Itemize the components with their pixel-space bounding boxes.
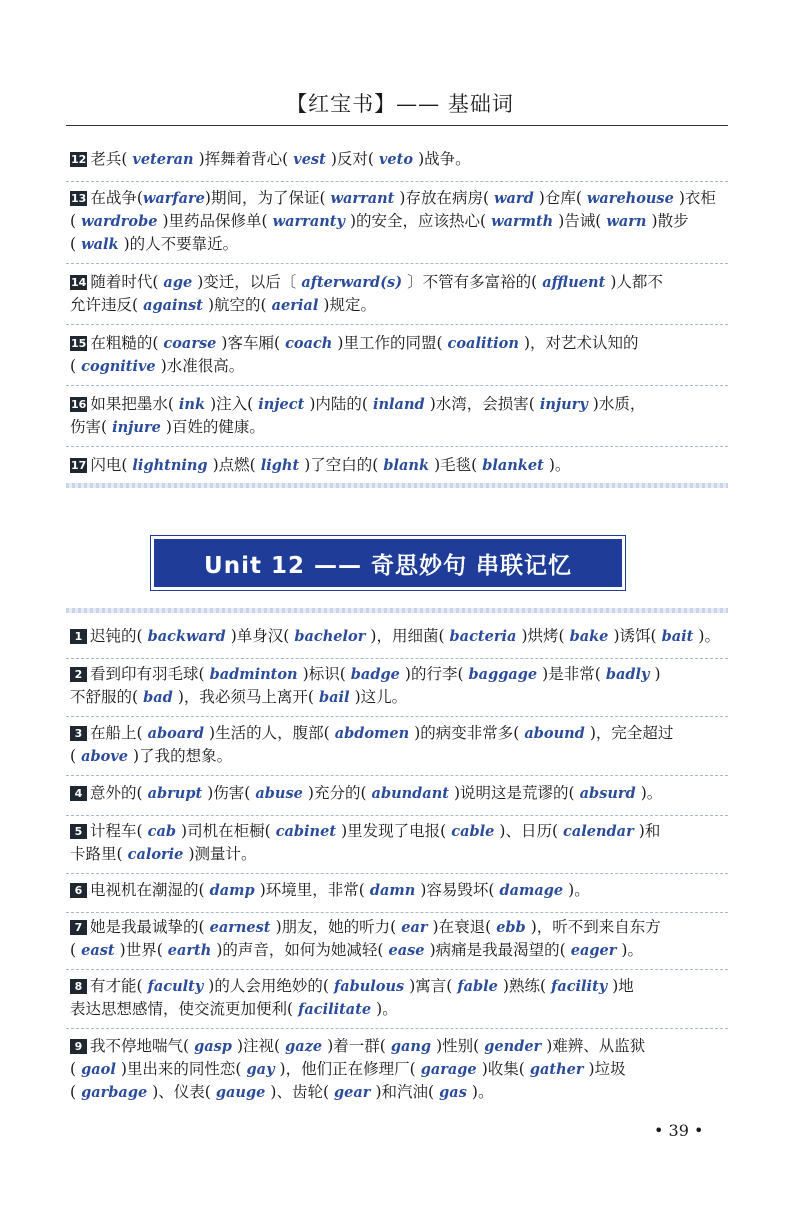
english-word: cabinet xyxy=(270,823,342,840)
chinese-text: 伤害( xyxy=(70,418,108,436)
item-separator xyxy=(66,385,728,386)
sentence-line xyxy=(70,148,730,171)
chinese-text: 在粗糙的( xyxy=(90,334,159,352)
chinese-text: )垃圾 xyxy=(588,1060,626,1078)
english-word: abrupt xyxy=(142,785,208,802)
english-word: bake xyxy=(564,628,614,645)
item-number-badge: 15 xyxy=(71,337,87,350)
english-word: gauge xyxy=(210,1084,271,1101)
chinese-text: )环境里，非常( xyxy=(259,881,365,899)
chinese-text: )的声音，如何为她减轻( xyxy=(216,941,384,959)
chinese-text: )了我的想象。 xyxy=(133,747,233,765)
item-number-badge: 13 xyxy=(71,192,87,205)
sentence-line xyxy=(70,879,730,902)
chinese-text: ) xyxy=(654,665,661,683)
english-word: garage xyxy=(415,1061,482,1078)
english-word: bachelor xyxy=(289,628,371,645)
chinese-text: )，完全超过 xyxy=(589,724,674,742)
english-word: warn xyxy=(601,213,652,230)
sentence-item xyxy=(70,663,730,709)
english-word: inject xyxy=(253,396,310,413)
chinese-text: )百姓的健康。 xyxy=(165,418,265,436)
sentence-item xyxy=(70,916,730,962)
chinese-text: 表达思想感情，使交流更加便利( xyxy=(70,1000,294,1018)
chinese-text: 卡路里( xyxy=(70,845,123,863)
sentence-line xyxy=(70,782,730,805)
chinese-text: )寓言( xyxy=(409,977,453,995)
chinese-text: )这儿。 xyxy=(354,688,408,706)
english-word: damage xyxy=(494,882,569,899)
chinese-text: 允许违反( xyxy=(70,296,139,314)
chinese-text: )内陆的( xyxy=(309,395,368,413)
sentence-line xyxy=(70,454,730,477)
english-word: abound xyxy=(519,725,590,742)
english-word: affluent xyxy=(537,274,611,291)
english-word: inland xyxy=(367,396,430,413)
chinese-text: )点燃( xyxy=(212,456,256,474)
chinese-text: )水准很高。 xyxy=(160,357,245,375)
chinese-text: )里出来的同性恋( xyxy=(120,1060,242,1078)
section-band-unit xyxy=(66,608,728,613)
sentence-line xyxy=(70,1058,730,1081)
sentence-item xyxy=(70,1035,730,1104)
chinese-text: )客车厢( xyxy=(221,334,281,352)
sentence-line xyxy=(70,271,730,294)
unit-title-banner xyxy=(154,539,622,587)
chinese-text: )，用细菌( xyxy=(370,627,445,645)
item-number-badge: 14 xyxy=(71,276,87,289)
item-separator xyxy=(66,263,728,264)
english-word: afterward(s) xyxy=(296,274,408,291)
chinese-text: )。 xyxy=(568,881,590,899)
sentence-line xyxy=(70,332,730,355)
english-word: wardrobe xyxy=(76,213,163,230)
english-word: facilitate xyxy=(293,1001,377,1018)
sentence-line xyxy=(70,745,730,768)
english-word: eager xyxy=(565,942,622,959)
english-word: coarse xyxy=(158,335,222,352)
chinese-text: 看到印有羽毛球( xyxy=(90,665,205,683)
sentence-item xyxy=(70,332,730,378)
sentence-line xyxy=(70,210,730,233)
item-separator xyxy=(66,1028,728,1029)
chinese-text: 电视机在潮湿的( xyxy=(90,881,205,899)
chinese-text: )、日历( xyxy=(499,822,558,840)
chinese-text: 在船上( xyxy=(90,724,143,742)
chinese-text: )，听不到来自东方 xyxy=(530,918,661,936)
chinese-text: 在战争( xyxy=(90,189,143,207)
chinese-text: )期间，为了保证( xyxy=(204,189,326,207)
sentence-line xyxy=(70,916,730,939)
sentence-item xyxy=(70,393,730,439)
english-word: faculty xyxy=(142,978,209,995)
section-band-top xyxy=(66,483,728,488)
english-word: fabulous xyxy=(328,978,410,995)
english-word: warranty xyxy=(267,213,350,230)
sentence-line xyxy=(70,625,730,648)
english-word: earnest xyxy=(204,919,276,936)
sentence-line xyxy=(70,939,730,962)
chinese-text: )人都不 xyxy=(610,273,663,291)
english-word: calorie xyxy=(122,846,189,863)
item-separator xyxy=(66,969,728,970)
chinese-text: )的安全，应该热心( xyxy=(349,212,487,230)
english-word: vest xyxy=(288,151,331,168)
chinese-text: )反对( xyxy=(330,150,374,168)
sentence-line xyxy=(70,416,730,439)
chinese-text: 意外的( xyxy=(90,784,143,802)
sentence-line xyxy=(70,975,730,998)
chinese-text: )。 xyxy=(698,627,720,645)
chinese-text: )里工作的同盟( xyxy=(337,334,443,352)
english-word: badly xyxy=(600,666,655,683)
unit-title-box xyxy=(150,535,626,591)
english-word: gather xyxy=(524,1061,589,1078)
sentence-line xyxy=(70,998,730,1021)
item-number-badge: 5 xyxy=(70,824,87,839)
chinese-text: )伤害( xyxy=(207,784,251,802)
english-word: ease xyxy=(383,942,430,959)
chinese-text: 计程车( xyxy=(90,822,143,840)
chinese-text: )，我必须马上离开( xyxy=(177,688,314,706)
english-word: gear xyxy=(329,1084,376,1101)
item-number-badge: 6 xyxy=(70,883,87,898)
chinese-text: 她是我最诚挚的( xyxy=(90,918,205,936)
chinese-text: )存放在病房( xyxy=(399,189,489,207)
item-separator xyxy=(66,181,728,182)
chinese-text: ( xyxy=(70,212,77,230)
chinese-text: )仓库( xyxy=(538,189,582,207)
english-word: warfare xyxy=(142,190,205,207)
english-word: veteran xyxy=(127,151,199,168)
sentence-line xyxy=(70,187,730,210)
sentence-line xyxy=(70,233,730,256)
chinese-text: )。 xyxy=(376,1000,398,1018)
english-word: against xyxy=(138,297,208,314)
chinese-text: )标识( xyxy=(302,665,346,683)
item-separator xyxy=(66,324,728,325)
english-word: gaol xyxy=(76,1061,121,1078)
chinese-text: )充分的( xyxy=(307,784,367,802)
chinese-text: )病痛是我最渴望的( xyxy=(429,941,566,959)
chinese-text: ( xyxy=(70,941,77,959)
english-word: abdomen xyxy=(329,725,415,742)
sentence-line xyxy=(70,1081,730,1104)
chinese-text: )。 xyxy=(471,1083,494,1101)
english-word: ward xyxy=(489,190,539,207)
chinese-text: )的人不要靠近。 xyxy=(123,235,239,253)
chinese-text: )毛毯( xyxy=(434,456,478,474)
sentence-item xyxy=(70,187,730,256)
english-word: lightning xyxy=(127,457,213,474)
english-word: warmth xyxy=(486,213,559,230)
chinese-text: )。 xyxy=(640,784,663,802)
chinese-text: 迟钝的( xyxy=(90,627,143,645)
english-word: damn xyxy=(364,882,421,899)
chinese-text: )注视( xyxy=(237,1037,281,1055)
chinese-text: )说明这是荒谬的( xyxy=(454,784,575,802)
chinese-text: )和汽油( xyxy=(375,1083,435,1101)
english-word: ebb xyxy=(491,919,531,936)
english-word: ear xyxy=(396,919,433,936)
item-number-badge: 4 xyxy=(70,786,87,801)
chinese-text: )着一群( xyxy=(327,1037,386,1055)
chinese-text: )测量计。 xyxy=(188,845,257,863)
chinese-text: )，对艺术认知的 xyxy=(523,334,639,352)
english-word: gay xyxy=(241,1061,280,1078)
english-word: damp xyxy=(204,882,260,899)
chinese-text: )收集( xyxy=(481,1060,525,1078)
chinese-text: )散步 xyxy=(651,212,689,230)
english-word: aboard xyxy=(142,725,210,742)
english-word: bad xyxy=(138,689,178,706)
chinese-text: )。 xyxy=(548,456,571,474)
english-word: cab xyxy=(142,823,182,840)
item-separator xyxy=(66,775,728,776)
english-word: blank xyxy=(378,457,435,474)
page-header-title: 【红宝书】—— 基础词 xyxy=(286,92,514,116)
chinese-text: )的人会用绝妙的( xyxy=(208,977,329,995)
sentence-line xyxy=(70,1035,730,1058)
chinese-text: 闪电( xyxy=(90,456,128,474)
chinese-text: )是非常( xyxy=(542,665,601,683)
sentence-item xyxy=(70,271,730,317)
english-word: baggage xyxy=(463,666,543,683)
chinese-text: )挥舞着背心( xyxy=(198,150,289,168)
english-word: fable xyxy=(452,978,503,995)
chinese-text: )水质， xyxy=(592,395,646,413)
sentence-line xyxy=(70,355,730,378)
english-word: above xyxy=(76,748,134,765)
chinese-text: )司机在柜橱( xyxy=(181,822,271,840)
english-word: abuse xyxy=(250,785,308,802)
chinese-text: )衣柜 xyxy=(678,189,716,207)
chinese-text: )里药品保修单( xyxy=(162,212,268,230)
item-separator xyxy=(66,873,728,874)
chinese-text: )难辨、从监狱 xyxy=(546,1037,646,1055)
chinese-text: )告诫( xyxy=(558,212,602,230)
english-word: backward xyxy=(142,628,231,645)
chinese-text: )烘烤( xyxy=(521,627,565,645)
english-word: bait xyxy=(656,628,699,645)
chinese-text: ( xyxy=(70,1083,77,1101)
sentence-item xyxy=(70,782,730,805)
chinese-text: )的病变非常多( xyxy=(414,724,520,742)
sentence-line xyxy=(70,294,730,317)
sentence-item xyxy=(70,148,730,171)
english-word: walk xyxy=(76,236,124,253)
chinese-text: 我不停地喘气( xyxy=(90,1037,190,1055)
sentence-item xyxy=(70,820,730,866)
sentence-item xyxy=(70,975,730,1021)
english-word: gender xyxy=(479,1038,547,1055)
chinese-text: )诱饵( xyxy=(613,627,657,645)
english-word: abundant xyxy=(366,785,454,802)
item-separator xyxy=(66,658,728,659)
english-word: coalition xyxy=(442,335,524,352)
english-word: bail xyxy=(313,689,355,706)
chinese-text: 如果把墨水( xyxy=(90,395,174,413)
chinese-text: )航空的( xyxy=(208,296,267,314)
item-separator xyxy=(66,912,728,913)
chinese-text: ( xyxy=(70,747,77,765)
chinese-text: 老兵( xyxy=(90,150,128,168)
english-word: gang xyxy=(385,1038,437,1055)
chinese-text: ( xyxy=(70,1060,77,1078)
chinese-text: )了空白的( xyxy=(304,456,379,474)
english-word: age xyxy=(158,274,198,291)
english-word: injure xyxy=(107,419,166,436)
sentence-line xyxy=(70,393,730,416)
item-number-badge: 2 xyxy=(70,667,87,682)
english-word: coach xyxy=(280,335,338,352)
chinese-text: )的行李( xyxy=(404,665,464,683)
english-word: calendar xyxy=(558,823,639,840)
header-rule xyxy=(66,125,728,126)
chinese-text: )、仪表( xyxy=(152,1083,211,1101)
english-word: gasp xyxy=(189,1038,237,1055)
chinese-text: )。 xyxy=(621,941,643,959)
chinese-text: )朋友，她的听力( xyxy=(275,918,397,936)
chinese-text: )水湾，会损害( xyxy=(429,395,535,413)
english-word: veto xyxy=(373,151,419,168)
sentence-line xyxy=(70,843,730,866)
sentence-item xyxy=(70,722,730,768)
chinese-text: )规定。 xyxy=(323,296,376,314)
item-separator xyxy=(66,446,728,447)
item-number-badge: 1 xyxy=(70,629,87,644)
item-number-badge: 3 xyxy=(70,726,87,741)
chinese-text: )在衰退( xyxy=(432,918,492,936)
english-word: east xyxy=(76,942,120,959)
sentence-line xyxy=(70,686,730,709)
chinese-text: 〕不管有多富裕的( xyxy=(407,273,538,291)
english-word: gas xyxy=(434,1084,472,1101)
chinese-text: )注入( xyxy=(210,395,254,413)
chinese-text: )和 xyxy=(638,822,661,840)
english-word: injury xyxy=(534,396,593,413)
sentence-line xyxy=(70,663,730,686)
page-number: • 39 • xyxy=(654,1121,704,1140)
english-word: blanket xyxy=(477,457,549,474)
english-word: badge xyxy=(345,666,405,683)
chinese-text: ( xyxy=(70,235,77,253)
chinese-text: )熟练( xyxy=(502,977,547,995)
item-number-badge: 7 xyxy=(70,920,87,935)
english-word: badminton xyxy=(204,666,303,683)
item-number-badge: 16 xyxy=(71,398,87,411)
english-word: earth xyxy=(162,942,217,959)
chinese-text: )生活的人，腹部( xyxy=(209,724,330,742)
chinese-text: )世界( xyxy=(119,941,163,959)
chinese-text: ( xyxy=(70,357,77,375)
english-word: cable xyxy=(446,823,500,840)
english-word: ink xyxy=(173,396,211,413)
english-word: bacteria xyxy=(444,628,522,645)
chinese-text: )战争。 xyxy=(418,150,471,168)
chinese-text: )地 xyxy=(612,977,634,995)
english-word: gaze xyxy=(280,1038,328,1055)
item-separator xyxy=(66,815,728,816)
chinese-text: )，他们正在修理厂( xyxy=(279,1060,416,1078)
sentence-item xyxy=(70,454,730,477)
english-word: light xyxy=(255,457,305,474)
english-word: cognitive xyxy=(76,358,161,375)
sentence-line xyxy=(70,820,730,843)
english-word: facility xyxy=(546,978,613,995)
english-word: garbage xyxy=(76,1084,153,1101)
sentence-item xyxy=(70,879,730,902)
chinese-text: 不舒服的( xyxy=(70,688,139,706)
item-number-badge: 12 xyxy=(71,153,87,166)
english-word: warrant xyxy=(325,190,400,207)
english-word: absurd xyxy=(574,785,641,802)
chinese-text: )单身汉( xyxy=(230,627,290,645)
unit-title: Unit 12 —— 奇思妙句 串联记忆 xyxy=(204,552,572,579)
item-number-badge: 9 xyxy=(70,1039,87,1054)
english-word: warehouse xyxy=(581,190,679,207)
chinese-text: )里发现了电报( xyxy=(341,822,447,840)
chinese-text: 有才能( xyxy=(90,977,143,995)
item-number-badge: 8 xyxy=(70,979,87,994)
english-word: aerial xyxy=(266,297,324,314)
item-separator xyxy=(66,716,728,717)
chinese-text: )变迁，以后〔 xyxy=(197,273,297,291)
sentence-line xyxy=(70,722,730,745)
sentence-item xyxy=(70,625,730,648)
item-number-badge: 17 xyxy=(71,459,87,472)
chinese-text: )、齿轮( xyxy=(270,1083,329,1101)
chinese-text: )性别( xyxy=(436,1037,480,1055)
chinese-text: 随着时代( xyxy=(90,273,159,291)
chinese-text: )容易毁坏( xyxy=(420,881,495,899)
